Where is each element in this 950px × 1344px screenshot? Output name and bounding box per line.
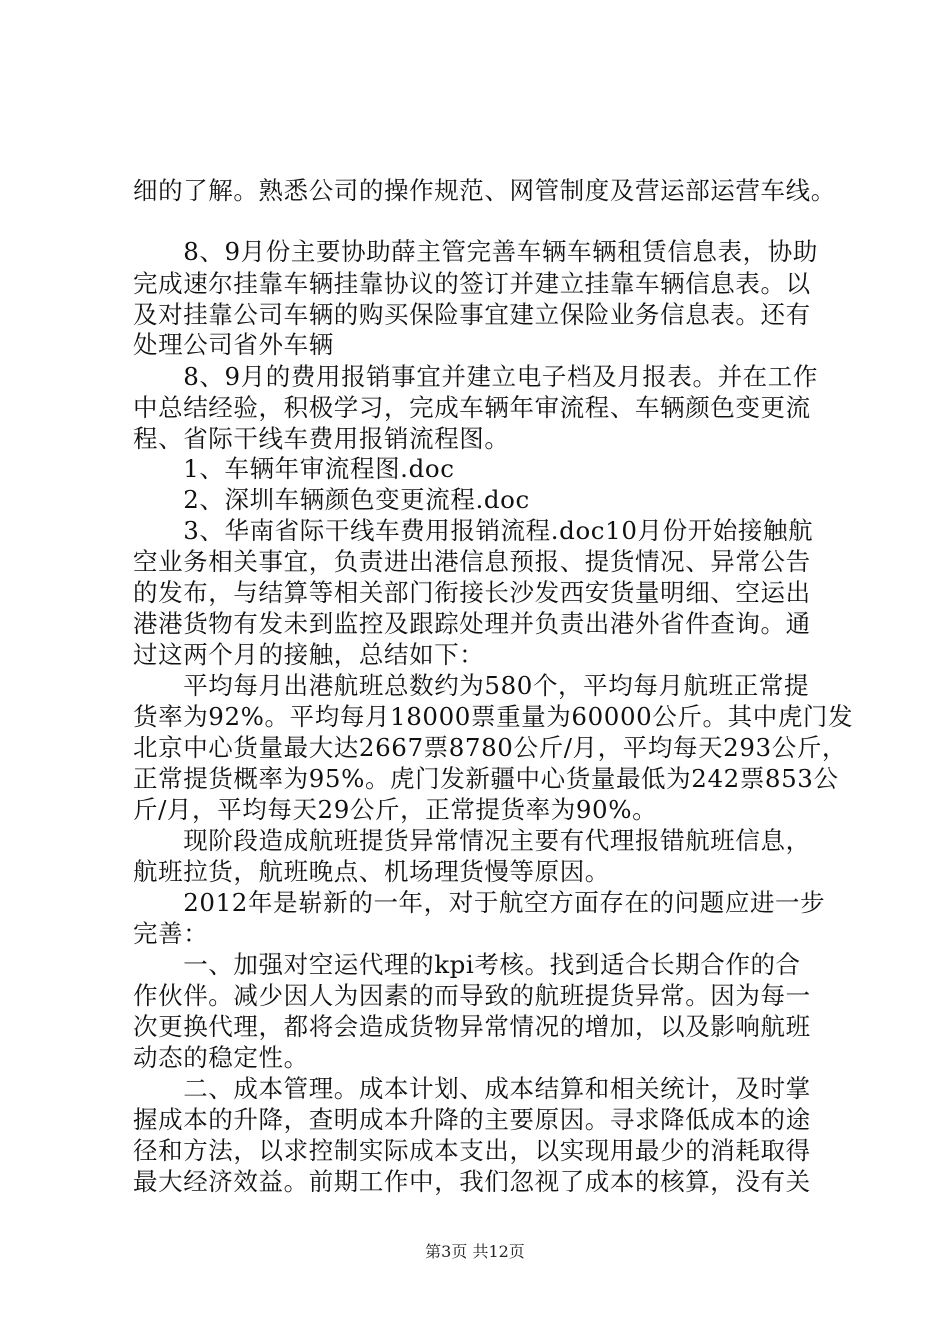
text-line: 2、深圳车辆颜色变更流程.doc (133, 485, 530, 514)
text-line: 平均每月出港航班总数约为580个，平均每月航班正常提 (133, 671, 810, 700)
text-line: 程、省际干线车费用报销流程图。 (133, 424, 510, 453)
text-line: 及对挂靠公司车辆的购买保险事宜建立保险业务信息表。还有 (133, 300, 811, 329)
text-line: 8、9月份主要协助薛主管完善车辆车辆租赁信息表，协助 (133, 237, 818, 266)
text-line: 次更换代理，都将会造成货物异常情况的增加，以及影响航班 (133, 1012, 811, 1041)
text-line: 港港货物有发未到监控及跟踪处理并负责出港外省件查询。通 (133, 609, 811, 638)
text-line: 空业务相关事宜，负责进出港信息预报、提货情况、异常公告 (133, 547, 811, 576)
text-line: 正常提货概率为95%。虎门发新疆中心货量最低为242票853公 (133, 764, 839, 793)
text-line: 处理公司省外车辆 (133, 330, 334, 359)
text-line: 一、加强对空运代理的kpi考核。找到适合长期合作的合 (133, 950, 801, 979)
text-line: 8、9月的费用报销事宜并建立电子档及月报表。并在工作 (133, 362, 818, 391)
text-line: 货率为92%。平均每月18000票重量为60000公斤。其中虎门发 (133, 702, 854, 731)
text-line: 作伙伴。减少因人为因素的而导致的航班提货异常。因为每一 (133, 981, 811, 1010)
page-number-footer: 第3页 共12页 (425, 1242, 525, 1261)
text-line: 斤/月，平均每天29公斤，正常提货率为90%。 (133, 795, 658, 824)
text-line: 现阶段造成航班提货异常情况主要有代理报错航班信息， (133, 826, 811, 855)
text-line: 完成速尔挂靠车辆挂靠协议的签订并建立挂靠车辆信息表。以 (133, 269, 811, 298)
text-line: 3、华南省际干线车费用报销流程.doc10月份开始接触航 (133, 516, 814, 545)
text-line: 1、车辆年审流程图.doc (133, 454, 455, 483)
text-line: 动态的稳定性。 (133, 1043, 309, 1072)
text-line: 中总结经验，积极学习，完成车辆年审流程、车辆颜色变更流 (133, 393, 811, 422)
text-line: 细的了解。熟悉公司的操作规范、网管制度及营运部运营车线。 (133, 176, 836, 205)
text-line: 径和方法，以求控制实际成本支出，以实现用最少的消耗取得 (133, 1136, 811, 1165)
text-line: 握成本的升降，查明成本升降的主要原因。寻求降低成本的途 (133, 1105, 811, 1134)
text-line: 最大经济效益。前期工作中，我们忽视了成本的核算，没有关 (133, 1167, 811, 1196)
text-line: 2012年是崭新的一年，对于航空方面存在的问题应进一步 (133, 888, 826, 917)
text-line: 北京中心货量最大达2667票8780公斤/月，平均每天293公斤， (133, 733, 848, 762)
text-line: 航班拉货，航班晚点、机场理货慢等原因。 (133, 857, 610, 886)
text-line: 完善： (133, 919, 209, 948)
text-line: 过这两个月的接触，总结如下： (133, 640, 485, 669)
text-line: 二、成本管理。成本计划、成本结算和相关统计，及时掌 (133, 1074, 811, 1103)
text-line: 的发布，与结算等相关部门衔接长沙发西安货量明细、空运出 (133, 578, 811, 607)
